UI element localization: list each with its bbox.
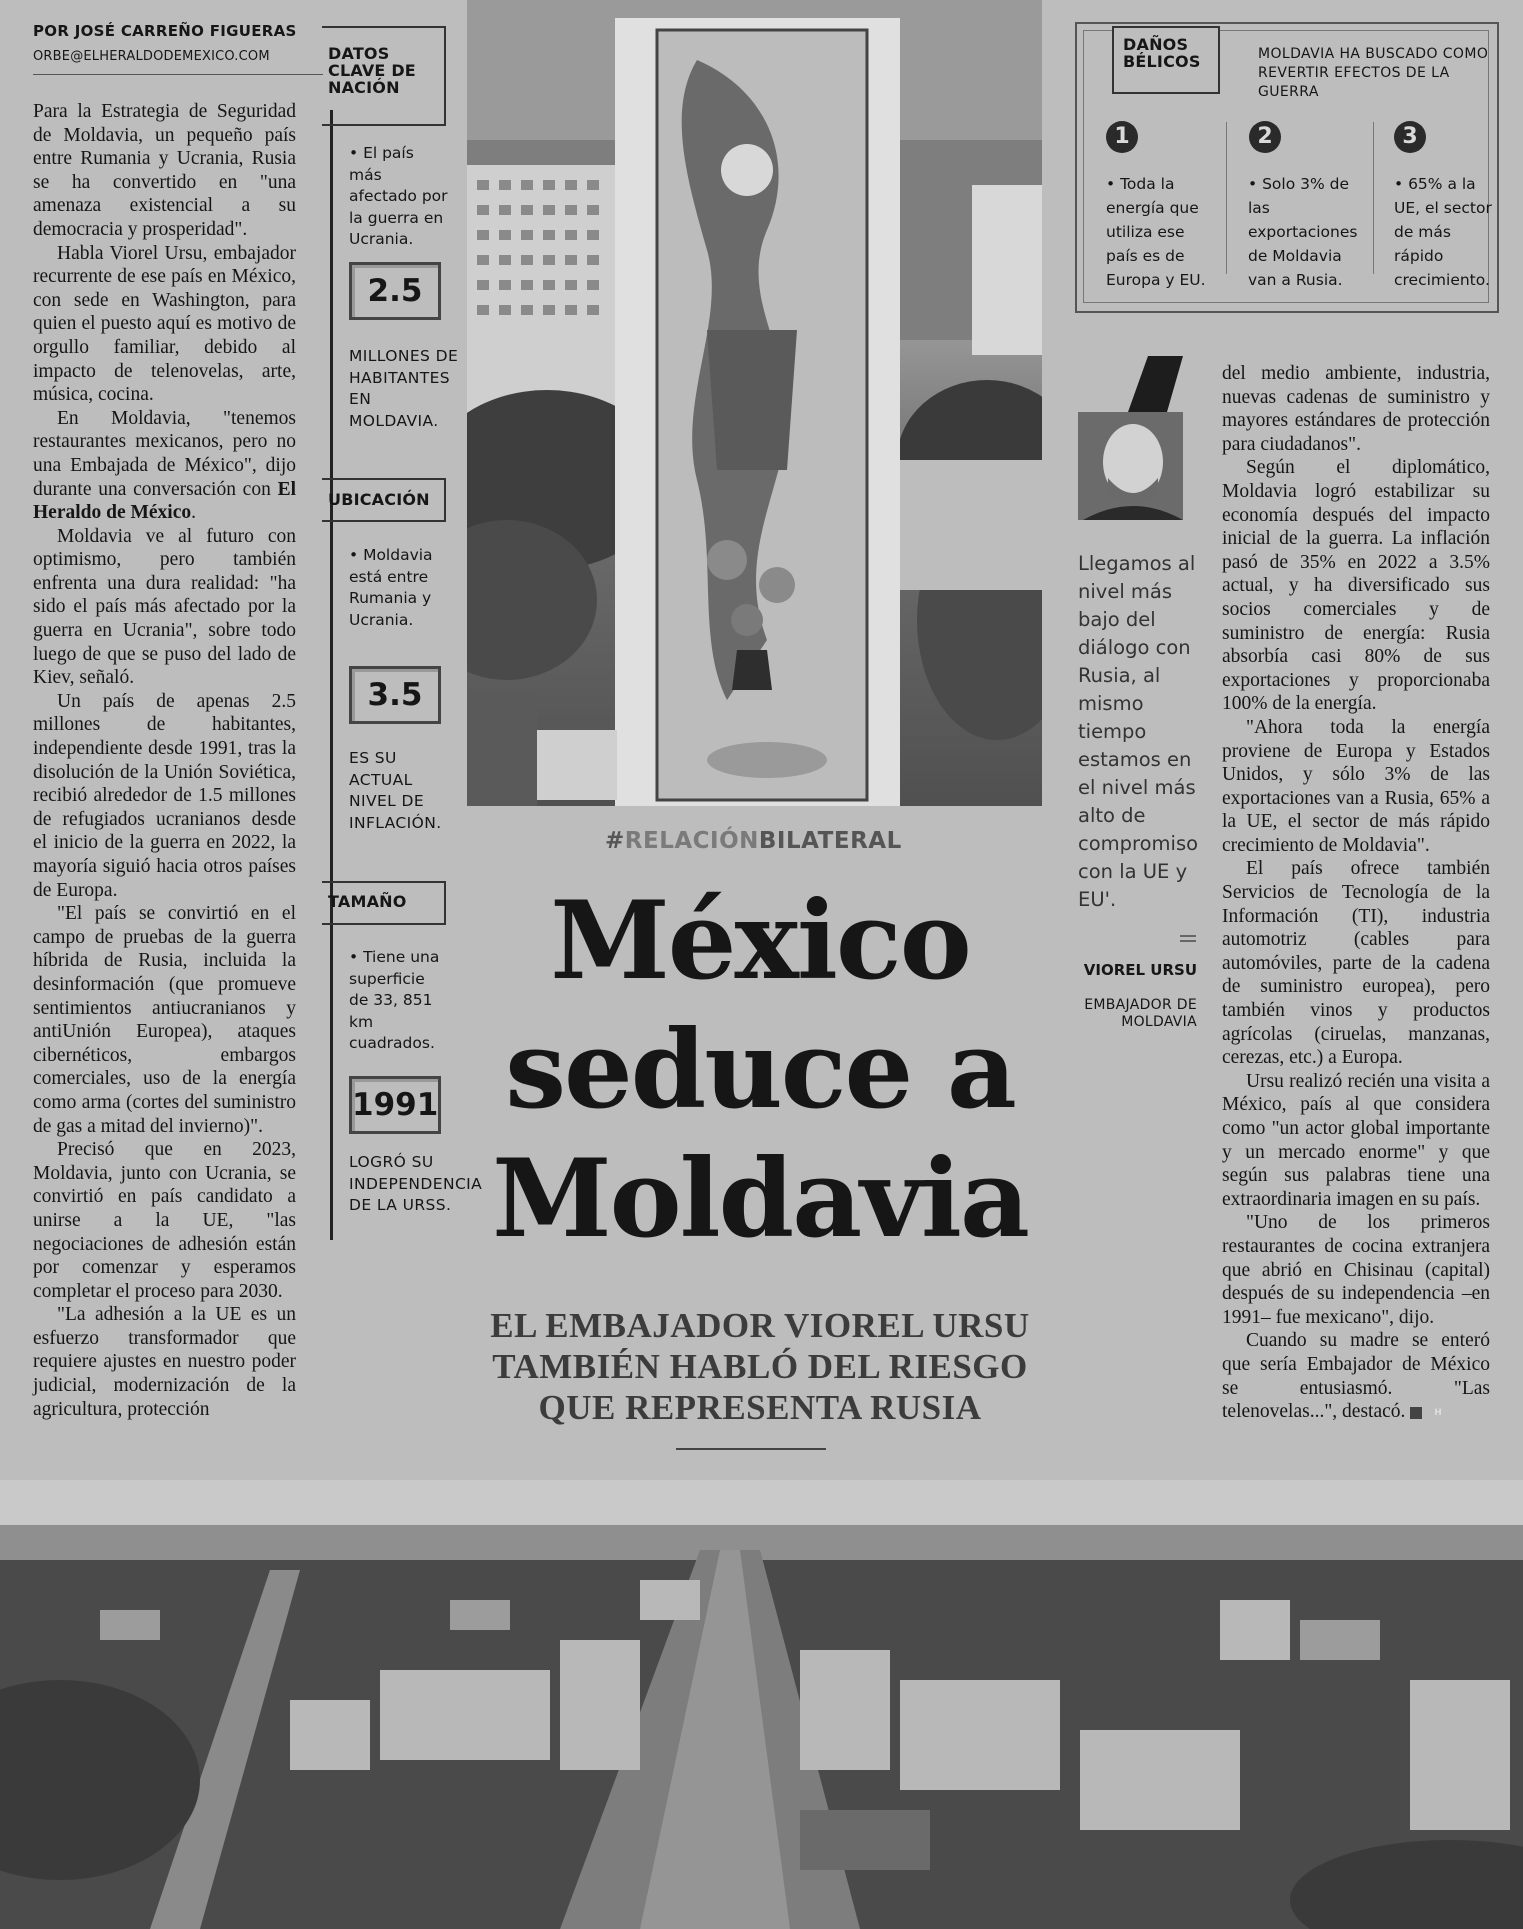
war-damage-item-3: • 65% a la UE, el sector de más rápido crecimiento. <box>1394 175 1492 289</box>
quote-rule <box>1180 940 1196 942</box>
item-number-2: 2 <box>1249 121 1281 153</box>
byline-author: POR JOSÉ CARREÑO FIGUERAS <box>33 22 297 40</box>
newspaper-name: El Heraldo de México <box>33 478 297 524</box>
headline-line-3: Moldavia <box>492 1136 1028 1262</box>
quote-author-role: EMBAJADOR DE MOLDAVIA <box>1084 997 1197 1030</box>
article-paragraph: El país ofrece también Servicios de Tecnología de la Información (TI), industria automotriz (cables para automóviles, parte de la cadena de suministro europea), pero también vinos y productos agrícolas (ciruelas, manzanas, cerezas, etc.) a Europa. <box>1222 858 1490 1069</box>
war-damage-tag: DAÑOS BÉLICOS <box>1123 35 1201 71</box>
headline-line-2: seduce a <box>505 1007 1015 1133</box>
tamano-tag: TAMAÑO <box>328 892 407 911</box>
hashtag-part-light: RELACIÓN <box>624 828 759 854</box>
sidebar-intro: • El país más afectado por la guerra en Ucrania. <box>349 144 448 248</box>
article-paragraph: Según el diplomático, Moldavia logró estabilizar su economía después del impacto inicial de la guerra. La inflación pasó de 35% en 2022 a 3.5% actual, y ha diversificado sus socios comerciales y de suministro de energía: Rusia absorbía casi 80% de sus exportaciones y proporcionaba 100% de la energía. <box>1222 457 1490 715</box>
war-damage-item-2: • Solo 3% de las exportaciones de Moldavia van a Rusia. <box>1248 175 1358 289</box>
article-paragraph: Habla Viorel Ursu, embajador recurrente de ese país en México, con sede en Washington, para quien el puesto aquí es motivo de orgullo familiar, debido al impacto de telenovelas, arte, música, cocina. <box>33 242 296 406</box>
sidebar-title: DATOS CLAVE DE NACIÓN <box>328 44 416 97</box>
article-paragraph: Precisó que en 2023, Moldavia, junto con Ucrania, se convirtió en país candidato a unirse a la UE, "las negociaciones de adhesión están por comenzar y esperamos completar el proceso para 2030. <box>33 1139 296 1302</box>
aerial-city-photo <box>0 1480 1523 1929</box>
article-paragraph: "Ahora toda la energía proviene de Europa y Estados Unidos, y sólo 3% de las exportaciones van a Rusia, 65% a la UE, el sector de más rápido crecimiento de Moldavia". <box>1222 716 1490 856</box>
article-paragraph: Un país de apenas 2.5 millones de habitantes, independiente desde 1991, tras la disolución de la Unión Soviética, recibió alrededor de 1.5 millones de refugiados ucranianos desde el inicio de la guerra en 2022, la mayoría siguió hacia otros países de Europa. <box>33 690 296 901</box>
mural-building-photo <box>467 0 1042 806</box>
subheadline: EL EMBAJADOR VIOREL URSU TAMBIÉN HABLÓ DEL RIESGO QUE REPRESENTA RUSIA <box>490 1306 1030 1427</box>
article-paragraph: Moldavia ve al futuro con optimismo, pero también enfrenta una dura realidad: "ha sido el país más afectado por la guerra en Ucrania", sobre todo luego de que se puso del lado de Kiev, señaló. <box>33 525 296 689</box>
article-paragraph: "El país se convirtió en el campo de pruebas de la guerra híbrida de Rusia, incluida la desinformación (que promueve sentimientos antiucranianos y antiUnión Europea), ataques cibernéticos, embargos comerciales, uso de la energía como arma (cortes del suministro de gas a mitad del invierno)". <box>33 903 296 1137</box>
article-column-left <box>33 100 296 1421</box>
end-mark-icon: H <box>1410 1407 1422 1419</box>
item-number-1: 1 <box>1106 121 1138 153</box>
stat-inflation-value: 3.5 <box>349 666 441 724</box>
byline-divider <box>33 74 323 75</box>
section-hashtag[interactable] <box>605 828 902 854</box>
tamano-text: • Tiene una superficie de 33, 851 km cuadrados. <box>349 948 440 1052</box>
article-paragraph: En Moldavia, "tenemos restaurantes mexicanos, pero no una Embajada de México", dijo durante una conversación con El Heraldo de México. <box>33 407 297 524</box>
ambassador-portrait <box>1078 412 1183 520</box>
stat-population-value: 2.5 <box>349 262 441 320</box>
article-paragraph: Ursu realizó recién una visita a México, país al que considera como "un actor global importante y un mercado enorme" y que según sus palabras tiene una extraordinaria imagen en su país. <box>1222 1070 1490 1210</box>
portrait-image <box>1078 412 1183 520</box>
war-damage-item-1: • Toda la energía que utiliza ese país es de Europa y EU. <box>1106 175 1206 289</box>
stat-independence-label: LOGRÓ SU INDEPENDENCIA DE LA URSS. <box>349 1153 483 1214</box>
column-divider <box>1373 122 1374 274</box>
article-paragraph: Para la Estrategia de Seguridad de Moldavia, un pequeño país entre Rumania y Ucrania, Rusia se ha convertido en "una amenaza existencial a su democracia y prosperidad". <box>33 101 296 240</box>
aerial-city-illustration <box>0 1480 1523 1929</box>
article-paragraph: "Uno de los primeros restaurantes de cocina extranjera que abrió en Chisinau (capital) después de su independencia –en 1991– fue mexicano", dijo. <box>1222 1212 1490 1328</box>
headline-line-1: México <box>550 878 970 1004</box>
war-damage-description: MOLDAVIA HA BUSCADO COMO REVERTIR EFECTOS DE LA GUERRA <box>1258 46 1489 100</box>
stat-population-label: MILLONES DE HABITANTES EN MOLDAVIA. <box>349 347 459 430</box>
article-paragraph: "La adhesión a la UE es un esfuerzo transformador que requiere ajustes en nuestro poder judicial, modernización de la agricultura, protección <box>33 1304 296 1420</box>
ubicacion-text: • Moldavia está entre Rumania y Ucrania. <box>349 546 433 629</box>
quote-rule <box>1180 935 1196 937</box>
quote-author-name: VIOREL URSU <box>1083 961 1197 979</box>
hashtag-part-bold: BILATERAL <box>758 828 902 854</box>
pull-quote: Llegamos al nivel más bajo del diálogo con Rusia, al mismo tiempo estamos en el nivel más alto de compromiso con la UE y EU'. <box>1078 552 1199 911</box>
article-column-right <box>1222 362 1490 1424</box>
article-paragraph: Cuando su madre se enteró que sería Embajador de México se entusiasmó. "Las telenovelas...", destacó. H <box>1222 1330 1490 1423</box>
article-paragraph: del medio ambiente, industria, nuevas cadenas de suministro y mayores estándares de protección para ciudadanos". <box>1222 363 1490 455</box>
byline-email[interactable]: ORBE@ELHERALDODEMEXICO.COM <box>33 49 270 64</box>
column-divider <box>1226 122 1227 274</box>
hashtag-symbol: # <box>605 828 625 854</box>
stat-inflation-label: ES SU ACTUAL NIVEL DE INFLACIÓN. <box>349 749 442 832</box>
sidebar-rule <box>330 110 333 1240</box>
item-number-3: 3 <box>1394 121 1426 153</box>
subhead-divider <box>676 1448 826 1450</box>
mural-building-illustration <box>467 0 1042 806</box>
stat-independence-value: 1991 <box>349 1076 441 1134</box>
ubicacion-tag: UBICACIÓN <box>328 490 430 509</box>
